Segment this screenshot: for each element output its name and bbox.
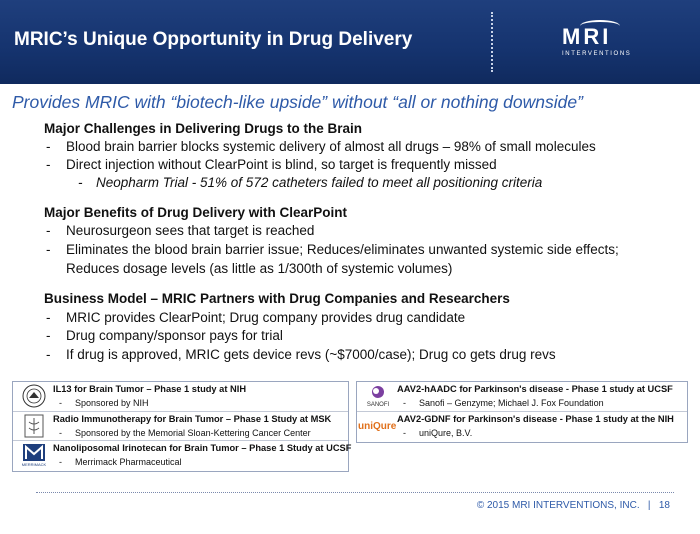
trial-detail: - Merrimack Pharmaceutical bbox=[59, 457, 182, 467]
trial-detail: - uniQure, B.V. bbox=[403, 428, 473, 438]
bullet: - Drug company/sponsor pays for trial bbox=[46, 328, 283, 343]
mri-logo bbox=[562, 24, 672, 68]
trials-box-right bbox=[356, 381, 688, 443]
sanofi-logo-icon bbox=[361, 384, 395, 408]
svg-text:MERRIMACK: MERRIMACK bbox=[21, 462, 47, 467]
logo-mark: MRI bbox=[562, 24, 612, 49]
bullet-continuation: Reduces dosage levels (as little as 1/300th of systemic volumes) bbox=[66, 261, 453, 276]
header-banner bbox=[0, 0, 700, 84]
trial-row bbox=[13, 382, 348, 411]
msk-logo-icon bbox=[17, 414, 51, 438]
trial-title: AAV2-GDNF for Parkinson's disease - Phase 1 study at the NIH bbox=[397, 414, 674, 424]
footer-copyright: © 2015 MRI INTERVENTIONS, INC. | 18 bbox=[476, 500, 670, 511]
slide-title: MRIC’s Unique Opportunity in Drug Delivery bbox=[14, 29, 413, 50]
trial-title: Nanoliposomal Irinotecan for Brain Tumor – Phase 1 Study at UCSF bbox=[53, 443, 352, 453]
trial-row bbox=[13, 411, 348, 441]
bullet: - Direct injection without ClearPoint is blind, so target is frequently missed bbox=[46, 157, 497, 172]
trial-row bbox=[357, 411, 687, 441]
trial-row bbox=[13, 440, 352, 470]
trial-detail: - Sanofi – Genzyme; Michael J. Fox Foundation bbox=[403, 398, 604, 408]
section-heading-challenges: Major Challenges in Delivering Drugs to the Brain bbox=[44, 121, 363, 136]
bullet: - Eliminates the blood brain barrier issue; Reduces/eliminates unwanted systemic side effects; bbox=[46, 242, 619, 257]
svg-text:SANOFI: SANOFI bbox=[366, 402, 390, 408]
bullet: - If drug is approved, MRIC gets device revs (~$7000/case); Drug co gets drug revs bbox=[46, 347, 556, 362]
merrimack-logo-icon bbox=[17, 443, 51, 467]
bullet: - Neurosurgeon sees that target is reached bbox=[46, 223, 315, 238]
trial-row bbox=[357, 382, 687, 411]
trial-detail: - Sponsored by the Memorial Sloan-Kettering Cancer Center bbox=[59, 428, 311, 438]
trial-title: IL13 for Brain Tumor – Phase 1 study at NIH bbox=[53, 384, 247, 394]
trials-box-left bbox=[12, 381, 352, 472]
trial-title: Radio Immunotherapy for Brain Tumor – Phase 1 Study at MSK bbox=[53, 414, 332, 424]
bullet: - MRIC provides ClearPoint; Drug company provides drug candidate bbox=[46, 310, 466, 325]
bullet: - Blood brain barrier blocks systemic delivery of almost all drugs – 98% of small molecules bbox=[46, 139, 596, 154]
slide-subtitle: Provides MRIC with “biotech-like upside” without “all or nothing downside” bbox=[12, 92, 583, 112]
logo-subtext: INTERVENTIONS bbox=[562, 51, 632, 57]
sub-bullet: - Neopharm Trial - 51% of 572 catheters failed to meet all positioning criteria bbox=[78, 175, 543, 190]
uniqure-logo-icon: uniQure bbox=[358, 421, 397, 432]
section-heading-business-model: Business Model – MRIC Partners with Drug Companies and Researchers bbox=[44, 291, 510, 306]
header-divider bbox=[491, 12, 493, 72]
nih-seal-icon bbox=[17, 384, 51, 408]
section-heading-benefits: Major Benefits of Drug Delivery with ClearPoint bbox=[44, 205, 348, 220]
trial-detail: - Sponsored by NIH bbox=[59, 398, 149, 408]
footer-divider bbox=[36, 492, 674, 493]
trial-title: AAV2-hAADC for Parkinson's disease - Phase 1 study at UCSF bbox=[397, 384, 673, 394]
